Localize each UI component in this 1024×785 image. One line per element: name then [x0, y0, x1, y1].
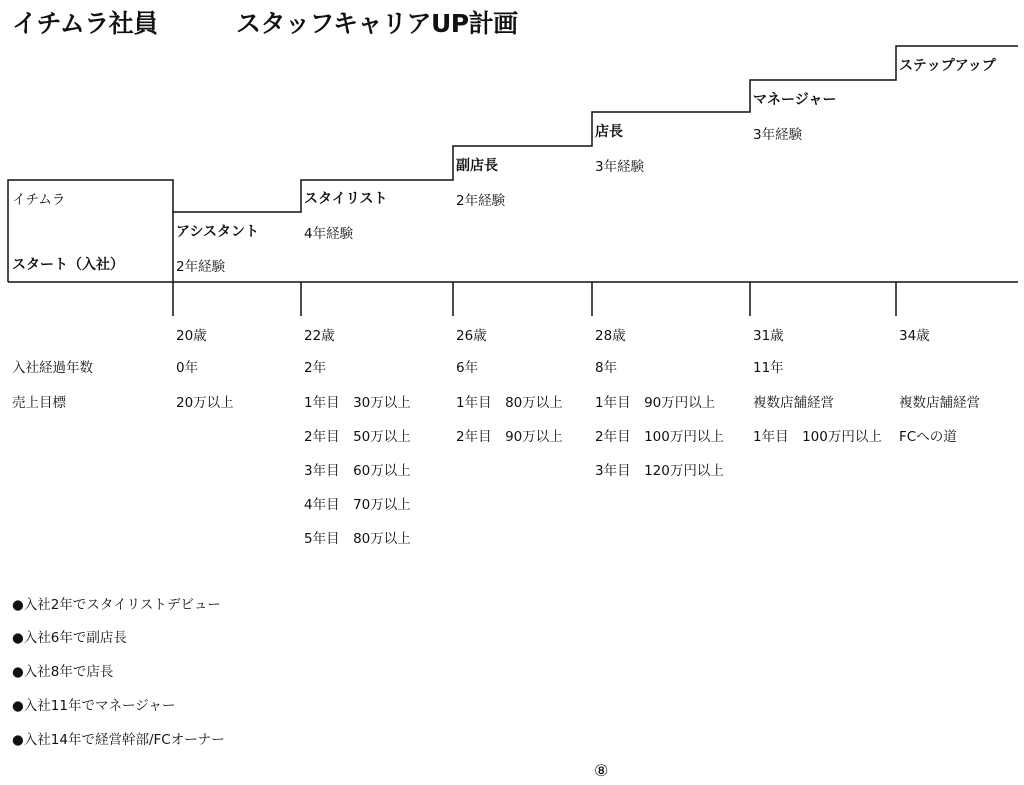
- step-step-up-label: ステップアップ: [899, 58, 996, 74]
- page-number: ⑧: [594, 761, 609, 780]
- start-join-label: スタート（入社）: [12, 257, 124, 273]
- age-34: 34歳: [899, 328, 930, 344]
- sales-target: 複数店舗経営: [753, 395, 834, 411]
- step-manager-experience: 3年経験: [753, 127, 803, 143]
- age-22: 22歳: [304, 328, 335, 344]
- milestone-item: ●入社11年でマネージャー: [12, 698, 176, 714]
- sales-target: 3年目 60万以上: [304, 463, 411, 479]
- age-31: 31歳: [753, 328, 784, 344]
- row-label-sales: 売上目標: [12, 395, 66, 411]
- sales-target: 2年目 100万円以上: [595, 429, 724, 445]
- milestone-item: ●入社14年で経営幹部/FCオーナー: [12, 732, 225, 748]
- milestone-item: ●入社2年でスタイリストデビュー: [12, 597, 221, 613]
- sales-target: 20万以上: [176, 395, 234, 411]
- step-stylist-experience: 4年経験: [304, 226, 354, 242]
- step-manager-label: マネージャー: [753, 92, 837, 108]
- step-assistant-experience: 2年経験: [176, 259, 226, 275]
- age-26: 26歳: [456, 328, 487, 344]
- sales-target: 2年目 90万以上: [456, 429, 563, 445]
- sales-target: FCへの道: [899, 429, 957, 445]
- step-store-manager-label: 店長: [595, 124, 623, 140]
- years-11: 11年: [753, 360, 784, 376]
- sales-target: 1年目 80万以上: [456, 395, 563, 411]
- step-store-manager-experience: 3年経験: [595, 159, 645, 175]
- step-stylist-label: スタイリスト: [304, 191, 388, 207]
- milestone-item: ●入社8年で店長: [12, 664, 114, 680]
- milestone-item: ●入社6年で副店長: [12, 630, 127, 646]
- start-box-outline: [8, 46, 1018, 282]
- sales-target: 1年目 90万円以上: [595, 395, 716, 411]
- sales-target: 1年目 30万以上: [304, 395, 411, 411]
- years-8: 8年: [595, 360, 618, 376]
- age-28: 28歳: [595, 328, 626, 344]
- years-6: 6年: [456, 360, 479, 376]
- age-20: 20歳: [176, 328, 207, 344]
- sales-target: 1年目 100万円以上: [753, 429, 882, 445]
- step-assistant-label: アシスタント: [176, 224, 260, 240]
- years-2: 2年: [304, 360, 327, 376]
- company-staff-title: イチムラ社員: [12, 9, 158, 38]
- sales-target: 複数店舗経営: [899, 395, 980, 411]
- step-vice-manager-label: 副店長: [456, 158, 498, 174]
- years-0: 0年: [176, 360, 199, 376]
- row-label-years: 入社経過年数: [12, 360, 93, 376]
- sales-target: 2年目 50万以上: [304, 429, 411, 445]
- sales-target: 3年目 120万円以上: [595, 463, 724, 479]
- career-plan-title: スタッフキャリアUP計画: [236, 9, 518, 38]
- sales-target: 5年目 80万以上: [304, 531, 411, 547]
- start-company-label: イチムラ: [12, 192, 66, 208]
- sales-target: 4年目 70万以上: [304, 497, 411, 513]
- step-vice-manager-experience: 2年経験: [456, 193, 506, 209]
